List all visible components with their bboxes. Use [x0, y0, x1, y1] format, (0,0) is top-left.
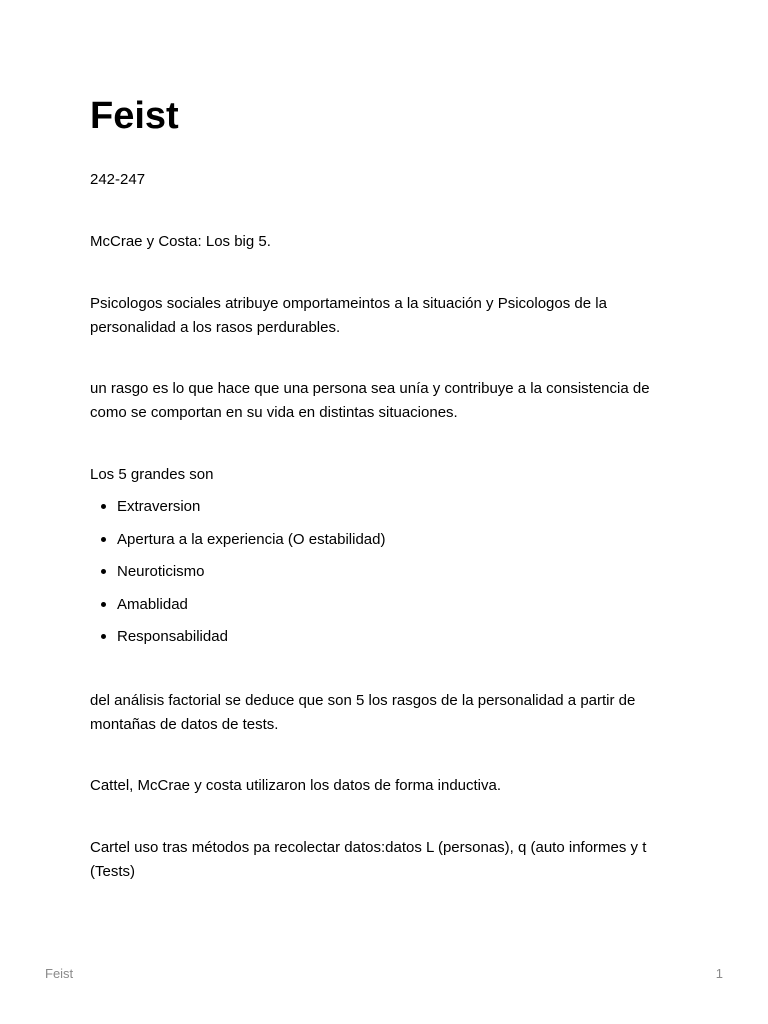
paragraph: Psicologos sociales atribuye omportameintos a la situación y Psicologos de la personalidad a los rasos perdurables.	[90, 295, 607, 336]
big-five-list	[90, 495, 385, 658]
list-item-text: Responsabilidad	[117, 628, 228, 645]
paragraph: un rasgo es lo que hace que una persona sea unía y contribuye a la consistencia de como se comportan en su vida en distintas situaciones.	[90, 380, 650, 421]
bullet-icon	[101, 602, 106, 607]
page-range: 242-247	[90, 171, 146, 188]
list-item-text: Amablidad	[117, 595, 188, 613]
footer-page-number: 1	[715, 966, 723, 981]
paragraph: McCrae y Costa: Los big 5.	[90, 233, 271, 250]
paragraph: del análisis factorial se deduce que son 5 los rasgos de la personalidad a partir de montañas de datos de tests.	[90, 692, 636, 733]
bullet-icon	[101, 569, 106, 574]
bullet-icon	[101, 537, 106, 542]
list-item	[90, 560, 385, 593]
document-title: Feist	[90, 95, 179, 137]
list-item-text: Apertura a la experiencia (O estabilidad)	[117, 530, 386, 548]
bullet-icon	[101, 634, 106, 639]
list-item-text: Neuroticismo	[117, 563, 205, 580]
list-item-text: Extraversion	[117, 498, 201, 515]
list-item	[90, 625, 385, 658]
paragraph: Cattel, McCrae y costa utilizaron los datos de forma inductiva.	[90, 777, 502, 794]
list-item	[90, 593, 385, 626]
footer-doc-name: Feist	[45, 966, 74, 981]
bullet-icon	[101, 504, 106, 509]
list-intro: Los 5 grandes son	[90, 466, 214, 483]
list-item	[90, 495, 385, 528]
list-item	[90, 528, 385, 561]
paragraph: Cartel uso tras métodos pa recolectar datos:datos L (personas), q (auto informes y t (Tests)	[90, 839, 647, 880]
